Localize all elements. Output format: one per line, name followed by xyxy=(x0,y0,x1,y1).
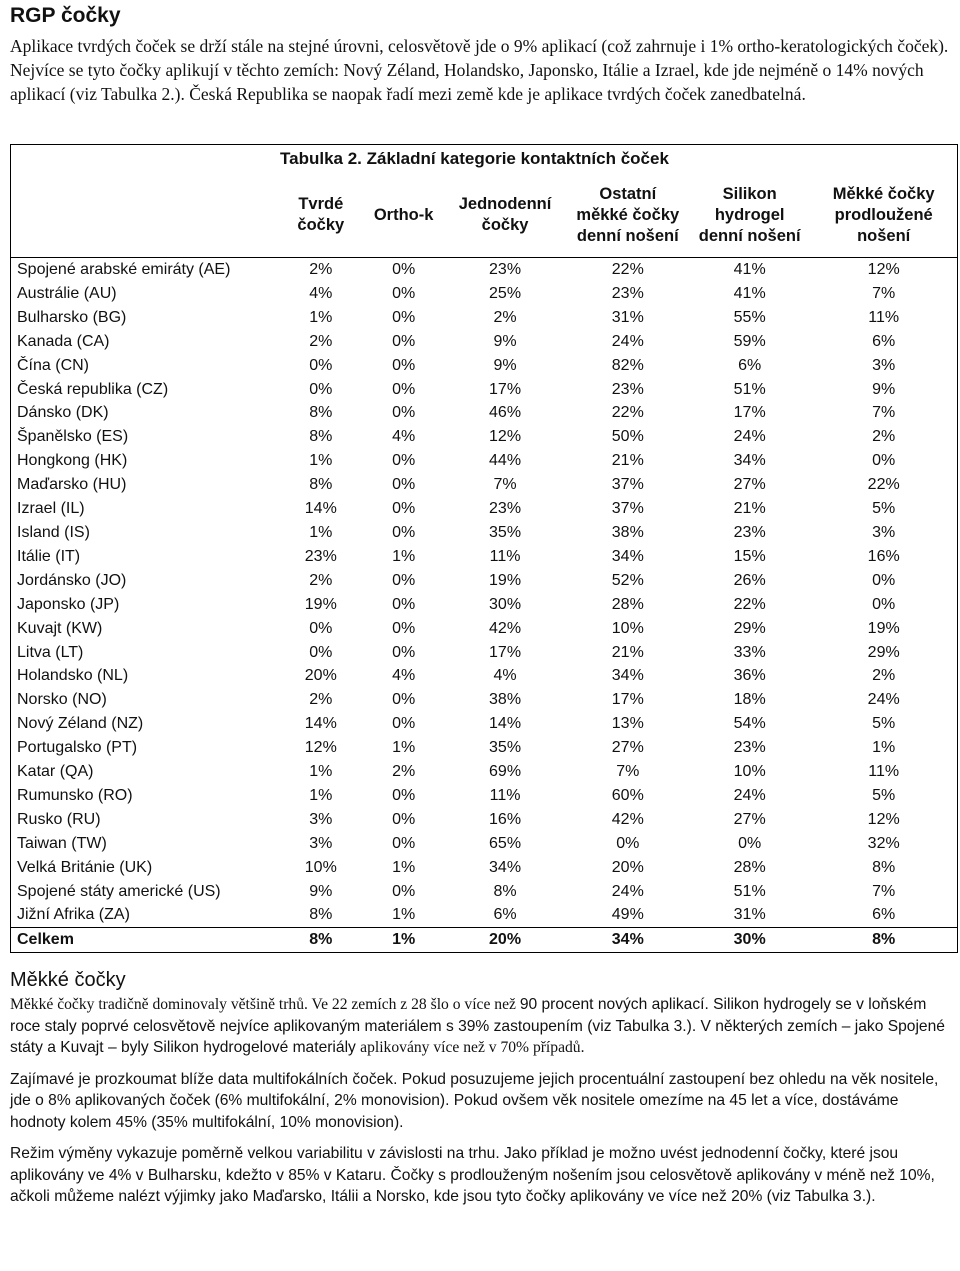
value-cell: 1% xyxy=(309,523,333,541)
value-cell: 14% xyxy=(489,715,522,733)
country-cell: Rusko (RU) xyxy=(11,808,278,832)
value-cell: 5% xyxy=(810,784,957,808)
country-cell: Katar (QA) xyxy=(11,760,278,784)
country-cell: Litva (LT) xyxy=(11,641,278,665)
column-header-3 xyxy=(443,173,566,258)
table-row xyxy=(11,425,958,449)
value-cell: 16% xyxy=(489,810,522,828)
value-cell: 0% xyxy=(309,380,333,398)
table-row xyxy=(11,449,958,473)
country-cell: Kanada (CA) xyxy=(11,330,278,354)
value-cell: 17% xyxy=(733,404,766,422)
value-cell: 0% xyxy=(392,380,416,398)
value-cell: 0% xyxy=(810,569,957,593)
value-cell: 8% xyxy=(309,476,333,494)
country-cell: Spojené státy americké (US) xyxy=(11,880,278,904)
country-cell: Island (IS) xyxy=(11,521,278,545)
value-cell: 59% xyxy=(733,332,766,350)
table-row xyxy=(11,521,958,545)
country-cell: Bulharsko (BG) xyxy=(11,306,278,330)
country-cell: Česká republika (CZ) xyxy=(11,378,278,402)
soft-paragraph-2: Zajímavé je prozkoumat blíže data multifokálních čoček. Pokud posuzujeme jejich procentuální zastoupení bez ohledu na věk nositele, jde o 8% aplikovaných čoček (6% multifokální, 2% monovision). Pokud ovšem věk nositele omezíme na 45 let a více, dostáváme hodnoty kolem 45% (35% multifokální, 10% monovision). xyxy=(10,1070,939,1131)
value-cell: 26% xyxy=(733,571,766,589)
value-cell: 0% xyxy=(392,452,416,470)
value-cell: 24% xyxy=(611,882,644,900)
table-row xyxy=(11,306,958,330)
value-cell: 23% xyxy=(304,547,337,565)
column-header-line: denní nošení xyxy=(698,226,801,245)
value-cell: 6% xyxy=(810,903,957,927)
value-cell: 17% xyxy=(489,380,522,398)
value-cell: 22% xyxy=(611,404,644,422)
value-cell: 23% xyxy=(443,258,566,282)
value-cell: 9% xyxy=(309,882,333,900)
value-cell: 0% xyxy=(392,643,416,661)
value-cell: 1% xyxy=(309,452,333,470)
value-cell: 2% xyxy=(309,332,333,350)
value-cell: 33% xyxy=(733,643,766,661)
value-cell: 1% xyxy=(392,906,416,924)
section-title-soft: Měkké čočky xyxy=(10,969,126,991)
column-header-line: Jednodenní xyxy=(458,195,552,213)
value-cell: 3% xyxy=(810,354,957,378)
country-cell: Maďarsko (HU) xyxy=(11,473,278,497)
value-cell: 3% xyxy=(309,834,333,852)
column-header-line: čočky xyxy=(297,216,345,234)
value-cell: 5% xyxy=(810,712,957,736)
value-cell: 11% xyxy=(489,786,521,804)
value-cell: 38% xyxy=(611,523,644,541)
value-cell: 37% xyxy=(611,476,644,494)
value-cell: 18% xyxy=(733,691,766,709)
value-cell: 7% xyxy=(810,880,957,904)
country-cell: Norsko (NO) xyxy=(11,688,278,712)
value-cell: 3% xyxy=(810,521,957,545)
value-cell: 0% xyxy=(810,449,957,473)
value-cell: 41% xyxy=(733,284,766,302)
table-row xyxy=(11,832,958,856)
soft-paragraph-1-part-b: 90 procent nových aplikací. Silikon hydrogely se v loňském roce staly poprvé celosvětově nejvíce aplikovaným materiálem s 39% zastoupením (viz Tabulka 3.). V některých zemích – jako Spojené státy a Kuvajt – byly Silikon hydrogelové materiály xyxy=(10,996,945,1056)
table-row xyxy=(11,569,958,593)
value-cell: 69% xyxy=(489,763,522,781)
value-cell: 19% xyxy=(810,617,957,641)
country-column-header xyxy=(11,173,278,258)
country-cell: Japonsko (JP) xyxy=(11,593,278,617)
value-cell: 0% xyxy=(392,882,416,900)
value-cell: 8% xyxy=(309,906,333,924)
value-cell: 5% xyxy=(810,497,957,521)
value-cell: 21% xyxy=(611,643,644,661)
value-cell: 19% xyxy=(489,571,522,589)
value-cell: 2% xyxy=(278,258,364,282)
value-cell: 10% xyxy=(611,619,644,637)
table-row xyxy=(11,258,958,282)
value-cell: 6% xyxy=(493,906,517,924)
value-cell: 14% xyxy=(304,715,337,733)
table-caption: Tabulka 2. Základní kategorie kontaktních čoček xyxy=(11,145,958,174)
column-header-line: denní nošení xyxy=(576,226,679,245)
value-cell: 12% xyxy=(304,739,337,757)
value-cell: 1% xyxy=(364,928,444,953)
column-header-line: Ostatní xyxy=(599,184,657,203)
value-cell: 29% xyxy=(733,619,766,637)
value-cell: 9% xyxy=(493,332,517,350)
value-cell: 2% xyxy=(810,425,957,449)
value-cell: 8% xyxy=(309,428,333,446)
value-cell: 7% xyxy=(810,401,957,425)
value-cell: 7% xyxy=(810,282,957,306)
country-cell: Velká Británie (UK) xyxy=(11,856,278,880)
column-header-6 xyxy=(810,173,957,258)
value-cell: 0% xyxy=(392,834,416,852)
value-cell: 20% xyxy=(611,858,644,876)
country-cell: Taiwan (TW) xyxy=(11,832,278,856)
value-cell: 22% xyxy=(810,473,957,497)
country-cell: Austrálie (AU) xyxy=(11,282,278,306)
value-cell: 34% xyxy=(611,667,644,685)
country-cell: Dánsko (DK) xyxy=(11,401,278,425)
value-cell: 6% xyxy=(738,356,762,374)
value-cell: 16% xyxy=(810,545,957,569)
country-cell: Kuvajt (KW) xyxy=(11,617,278,641)
value-cell: 12% xyxy=(810,808,957,832)
value-cell: 1% xyxy=(810,736,957,760)
value-cell: 8% xyxy=(493,882,517,900)
country-cell: Spojené arabské emiráty (AE) xyxy=(11,258,278,282)
value-cell: 46% xyxy=(489,404,522,422)
value-cell: 23% xyxy=(733,523,766,541)
column-header-line: nošení xyxy=(857,226,911,245)
value-cell: 0% xyxy=(392,571,416,589)
value-cell: 28% xyxy=(611,595,644,613)
value-cell: 7% xyxy=(493,476,517,494)
intro-paragraph: Aplikace tvrdých čoček se drží stále na stejné úrovni, celosvětově jde o 9% aplikací (což zahrnuje i 1% ortho-keratologických čoček). Nejvíce se tyto čočky aplikují v těchto zemích: Nový Zéland, Holandsko, Japonsko, Itálie a Izrael, kde jde nejméně o 14% nových aplikací (viz Tabulka 2.). Česká Republika se naopak řadí mezi země kde je aplikace tvrdých čoček zanedbatelná. xyxy=(10,36,949,104)
value-cell: 21% xyxy=(733,500,766,518)
value-cell: 0% xyxy=(392,715,416,733)
value-cell: 0% xyxy=(392,810,416,828)
value-cell: 21% xyxy=(611,452,644,470)
value-cell: 1% xyxy=(309,763,333,781)
value-cell: 17% xyxy=(489,643,522,661)
value-cell: 2% xyxy=(493,308,517,326)
table-row xyxy=(11,760,958,784)
value-cell: 10% xyxy=(733,763,766,781)
table-row xyxy=(11,545,958,569)
table-row xyxy=(11,593,958,617)
country-cell: Holandsko (NL) xyxy=(11,664,278,688)
table-row xyxy=(11,497,958,521)
table-row xyxy=(11,401,958,425)
value-cell: 9% xyxy=(810,378,957,402)
column-header-4 xyxy=(567,173,689,258)
value-cell: 24% xyxy=(810,688,957,712)
value-cell: 0% xyxy=(392,284,416,302)
column-header-line: Tvrdé xyxy=(298,195,344,213)
table-row xyxy=(11,688,958,712)
value-cell: 0% xyxy=(616,834,640,852)
value-cell: 0% xyxy=(392,404,416,422)
value-cell: 0% xyxy=(392,476,416,494)
value-cell: 2% xyxy=(392,763,416,781)
column-header-line: měkké čočky xyxy=(576,205,680,224)
soft-paragraph-1-part-c: aplikovány více než v 70% případů. xyxy=(360,1039,585,1056)
column-header-line: čočky xyxy=(481,216,529,234)
value-cell: 51% xyxy=(733,882,766,900)
value-cell: 65% xyxy=(489,834,522,852)
value-cell: 35% xyxy=(489,739,522,757)
value-cell: 17% xyxy=(611,691,644,709)
value-cell: 4% xyxy=(309,284,333,302)
value-cell: 4% xyxy=(493,667,517,685)
country-cell: Čína (CN) xyxy=(11,354,278,378)
value-cell: 82% xyxy=(611,356,644,374)
country-cell: Izrael (IL) xyxy=(11,497,278,521)
value-cell: 0% xyxy=(364,258,444,282)
value-cell: 0% xyxy=(392,786,416,804)
table-row xyxy=(11,354,958,378)
value-cell: 54% xyxy=(733,715,766,733)
value-cell: 52% xyxy=(611,571,644,589)
table-row xyxy=(11,664,958,688)
country-cell: Hongkong (HK) xyxy=(11,449,278,473)
table-row xyxy=(11,330,958,354)
value-cell: 55% xyxy=(733,308,766,326)
value-cell: 13% xyxy=(611,715,644,733)
value-cell: 12% xyxy=(810,258,957,282)
value-cell: 42% xyxy=(611,810,644,828)
country-cell: Celkem xyxy=(11,928,278,953)
column-header-line: hydrogel xyxy=(714,205,785,224)
value-cell: 0% xyxy=(392,595,416,613)
value-cell: 23% xyxy=(611,284,644,302)
value-cell: 27% xyxy=(733,810,766,828)
column-header-1 xyxy=(278,173,364,258)
value-cell: 2% xyxy=(309,571,333,589)
country-cell: Portugalsko (PT) xyxy=(11,736,278,760)
value-cell: 34% xyxy=(733,452,766,470)
value-cell: 11% xyxy=(810,760,957,784)
section-title-rgp: RGP čočky xyxy=(10,4,121,27)
soft-paragraph-1-part-a: Měkké čočky tradičně dominovaly většině trhů. Ve 22 zemích z 28 šlo o více než xyxy=(10,996,520,1013)
value-cell: 8% xyxy=(810,928,957,953)
value-cell: 0% xyxy=(309,619,333,637)
column-header-2 xyxy=(364,173,444,258)
value-cell: 0% xyxy=(738,834,762,852)
table-row xyxy=(11,641,958,665)
value-cell: 32% xyxy=(810,832,957,856)
value-cell: 27% xyxy=(733,476,766,494)
value-cell: 1% xyxy=(309,308,333,326)
value-cell: 0% xyxy=(392,356,416,374)
value-cell: 25% xyxy=(489,284,522,302)
value-cell: 14% xyxy=(304,500,337,518)
value-cell: 41% xyxy=(689,258,810,282)
lens-categories-table xyxy=(10,144,958,953)
value-cell: 49% xyxy=(611,906,644,924)
table-row xyxy=(11,880,958,904)
value-cell: 34% xyxy=(611,547,644,565)
soft-paragraph-1 xyxy=(10,994,955,1059)
soft-lenses-section xyxy=(10,966,955,1208)
value-cell: 36% xyxy=(733,667,766,685)
country-cell: Nový Zéland (NZ) xyxy=(11,712,278,736)
value-cell: 1% xyxy=(392,739,416,757)
column-header-line: Ortho-k xyxy=(373,205,434,224)
value-cell: 9% xyxy=(493,356,517,374)
value-cell: 0% xyxy=(392,500,416,518)
country-cell: Rumunsko (RO) xyxy=(11,784,278,808)
value-cell: 29% xyxy=(810,641,957,665)
value-cell: 3% xyxy=(309,810,333,828)
value-cell: 51% xyxy=(733,380,766,398)
value-cell: 20% xyxy=(443,928,566,953)
value-cell: 34% xyxy=(567,928,689,953)
value-cell: 1% xyxy=(309,786,333,804)
value-cell: 50% xyxy=(611,428,644,446)
value-cell: 4% xyxy=(392,428,416,446)
value-cell: 27% xyxy=(611,739,644,757)
value-cell: 1% xyxy=(392,858,416,876)
value-cell: 0% xyxy=(392,619,416,637)
value-cell: 24% xyxy=(611,332,644,350)
value-cell: 0% xyxy=(392,332,416,350)
document-page xyxy=(10,0,950,1205)
country-cell: Jižní Afrika (ZA) xyxy=(11,903,278,927)
total-row xyxy=(11,928,958,953)
country-cell: Španělsko (ES) xyxy=(11,425,278,449)
value-cell: 60% xyxy=(611,786,644,804)
value-cell: 23% xyxy=(611,380,644,398)
value-cell: 37% xyxy=(611,500,644,518)
column-header-line: Měkké čočky xyxy=(832,184,935,203)
value-cell: 7% xyxy=(616,763,640,781)
value-cell: 15% xyxy=(733,547,766,565)
table-row xyxy=(11,282,958,306)
value-cell: 30% xyxy=(489,595,522,613)
value-cell: 10% xyxy=(304,858,337,876)
value-cell: 24% xyxy=(733,428,766,446)
table-row xyxy=(11,617,958,641)
table-row xyxy=(11,378,958,402)
table-row xyxy=(11,473,958,497)
table-row xyxy=(11,736,958,760)
column-header-5 xyxy=(689,173,810,258)
value-cell: 38% xyxy=(489,691,522,709)
value-cell: 4% xyxy=(392,667,416,685)
value-cell: 22% xyxy=(733,595,766,613)
value-cell: 0% xyxy=(309,356,333,374)
value-cell: 11% xyxy=(810,306,957,330)
value-cell: 44% xyxy=(489,452,522,470)
column-header-line: prodloužené xyxy=(834,205,933,224)
value-cell: 8% xyxy=(309,404,333,422)
value-cell: 42% xyxy=(489,619,522,637)
value-cell: 0% xyxy=(309,643,333,661)
value-cell: 34% xyxy=(489,858,522,876)
table-row xyxy=(11,856,958,880)
value-cell: 20% xyxy=(304,667,337,685)
value-cell: 24% xyxy=(733,786,766,804)
table-row xyxy=(11,808,958,832)
value-cell: 2% xyxy=(810,664,957,688)
value-cell: 0% xyxy=(392,691,416,709)
value-cell: 0% xyxy=(392,523,416,541)
value-cell: 1% xyxy=(392,547,416,565)
country-cell: Jordánsko (JO) xyxy=(11,569,278,593)
value-cell: 35% xyxy=(489,523,522,541)
soft-paragraph-3: Režim výměny vykazuje poměrně velkou variabilitu v závislosti na trhu. Jako příklad je možno uvést jednodenní čočky, které jsou aplikovány ve 4% v Bulharsku, kdežto v 85% v Kataru. Čočky s prodlouženým nošením jsou celosvětově aplikovány v méně než 10%, ačkoli můžeme nalézt výjimky jako Maďarsko, Itálii a Norsko, kde jsou tyto čočky aplikovány ve více než 20% (viz Tabulka 3.). xyxy=(10,1145,935,1205)
value-cell: 19% xyxy=(304,595,337,613)
value-cell: 6% xyxy=(810,330,957,354)
column-header-line: Silikon xyxy=(722,184,777,203)
value-cell: 0% xyxy=(810,593,957,617)
value-cell: 31% xyxy=(611,308,644,326)
value-cell: 2% xyxy=(309,691,333,709)
value-cell: 8% xyxy=(278,928,364,953)
value-cell: 31% xyxy=(733,906,766,924)
value-cell: 22% xyxy=(567,258,689,282)
value-cell: 8% xyxy=(810,856,957,880)
table-row xyxy=(11,712,958,736)
value-cell: 23% xyxy=(489,500,522,518)
country-cell: Itálie (IT) xyxy=(11,545,278,569)
value-cell: 28% xyxy=(733,858,766,876)
value-cell: 0% xyxy=(392,308,416,326)
value-cell: 23% xyxy=(733,739,766,757)
value-cell: 30% xyxy=(689,928,810,953)
table-row xyxy=(11,784,958,808)
value-cell: 11% xyxy=(489,547,521,565)
table-row xyxy=(11,903,958,927)
value-cell: 12% xyxy=(489,428,522,446)
